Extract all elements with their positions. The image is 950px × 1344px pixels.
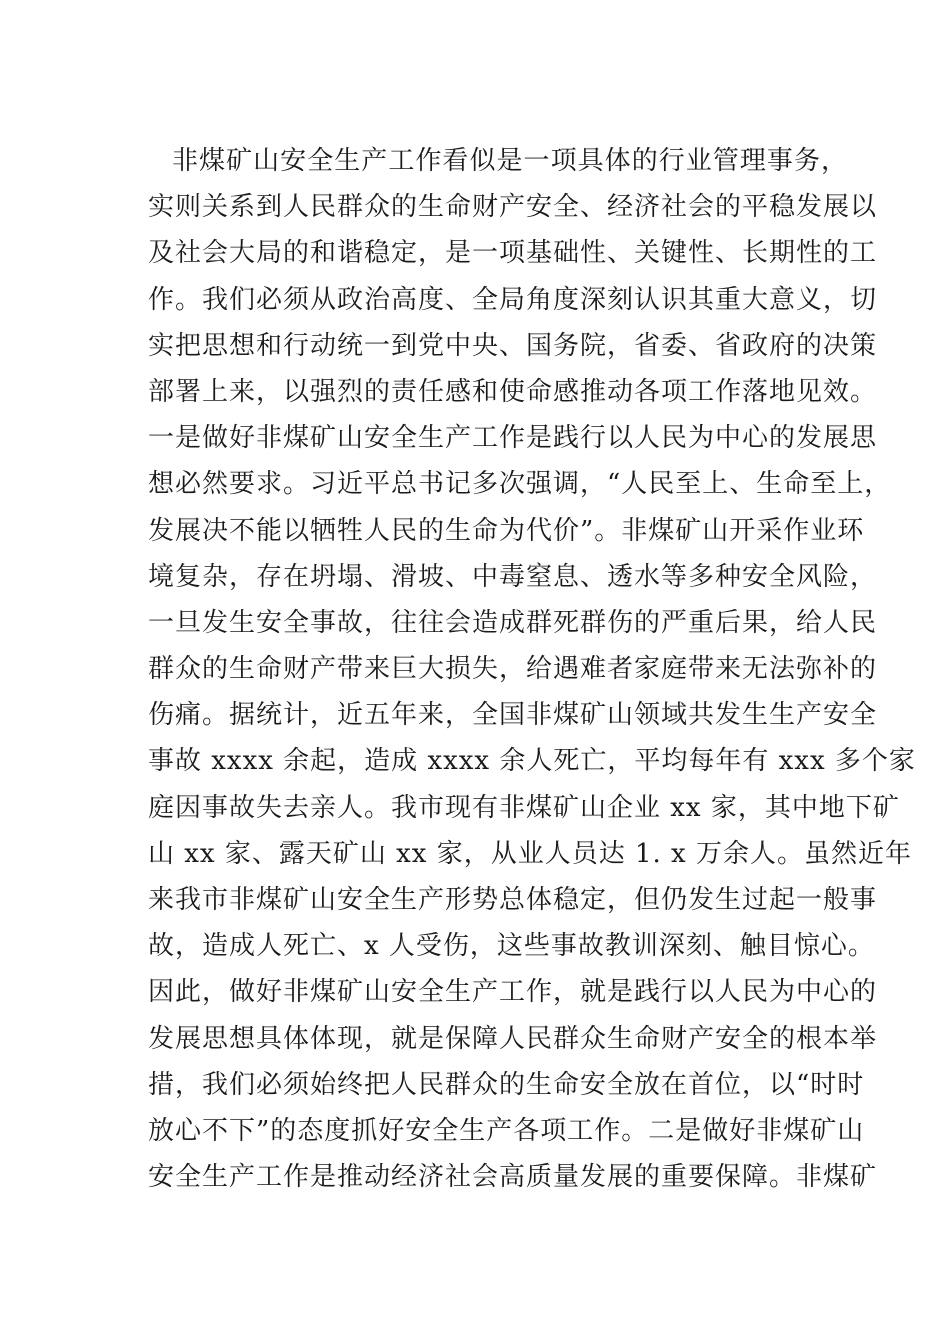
body-text	[148, 138, 916, 1200]
text-line: 想必然要求。习近平总书记多次强调，“人民至上、生命至上，	[148, 469, 892, 500]
text-line: 故，造成人死亡、x 人受伤，这些事故教训深刻、触目惊心。	[148, 931, 875, 962]
text-line: 部署上来，以强烈的责任感和使命感推动各项工作落地见效。	[148, 376, 878, 407]
text-line: 措，我们必须始终把人民群众的生命安全放在首位，以“时时	[148, 1069, 865, 1100]
text-line: 放心不下”的态度抓好安全生产各项工作。二是做好非煤矿山	[148, 1115, 865, 1146]
text-line: 实把思想和行动统一到党中央、国务院，省委、省政府的决策	[148, 330, 878, 361]
text-line: 庭因事故失去亲人。我市现有非煤矿山企业 xx 家，其中地下矿	[148, 792, 900, 823]
text-line: 实则关系到人民群众的生命财产安全、经济社会的平稳发展以	[148, 192, 878, 223]
text-line: 因此，做好非煤矿山安全生产工作，就是践行以人民为中心的	[148, 977, 878, 1008]
text-line: 发展决不能以牺牲人民的生命为代价”。非煤矿山开采作业环	[148, 515, 865, 546]
text-line: 一旦发生安全事故，往往会造成群死群伤的严重后果，给人民	[148, 607, 878, 638]
text-line: 群众的生命财产带来巨大损失，给遇难者家庭带来无法弥补的	[148, 654, 878, 685]
text-line: 山 xx 家、露天矿山 xx 家，从业人员达 1. x 万余人。虽然近年	[148, 838, 912, 869]
text-line: 非煤矿山安全生产工作看似是一项具体的行业管理事务，	[172, 146, 848, 176]
text-line: 及社会大局的和谐稳定，是一项基础性、关键性、长期性的工	[148, 238, 878, 269]
text-line: 来我市非煤矿山安全生产形势总体稳定，但仍发生过起一般事	[148, 885, 878, 915]
text-line: 发展思想具体体现，就是保障人民群众生命财产安全的根本举	[148, 1023, 878, 1054]
text-line: 事故 xxxx 余起，造成 xxxx 余人死亡，平均每年有 xxx 多个家	[148, 746, 916, 777]
text-line: 境复杂，存在坍塌、滑坡、中毒窒息、透水等多种安全风险，	[148, 561, 878, 592]
text-line: 一是做好非煤矿山安全生产工作是践行以人民为中心的发展思	[148, 423, 878, 454]
text-line: 作。我们必须从政治高度、全局角度深刻认识其重大意义，切	[148, 284, 878, 315]
text-line: 伤痛。据统计，近五年来，全国非煤矿山领域共发生生产安全	[148, 700, 878, 731]
text-line: 安全生产工作是推动经济社会高质量发展的重要保障。非煤矿	[148, 1162, 878, 1193]
